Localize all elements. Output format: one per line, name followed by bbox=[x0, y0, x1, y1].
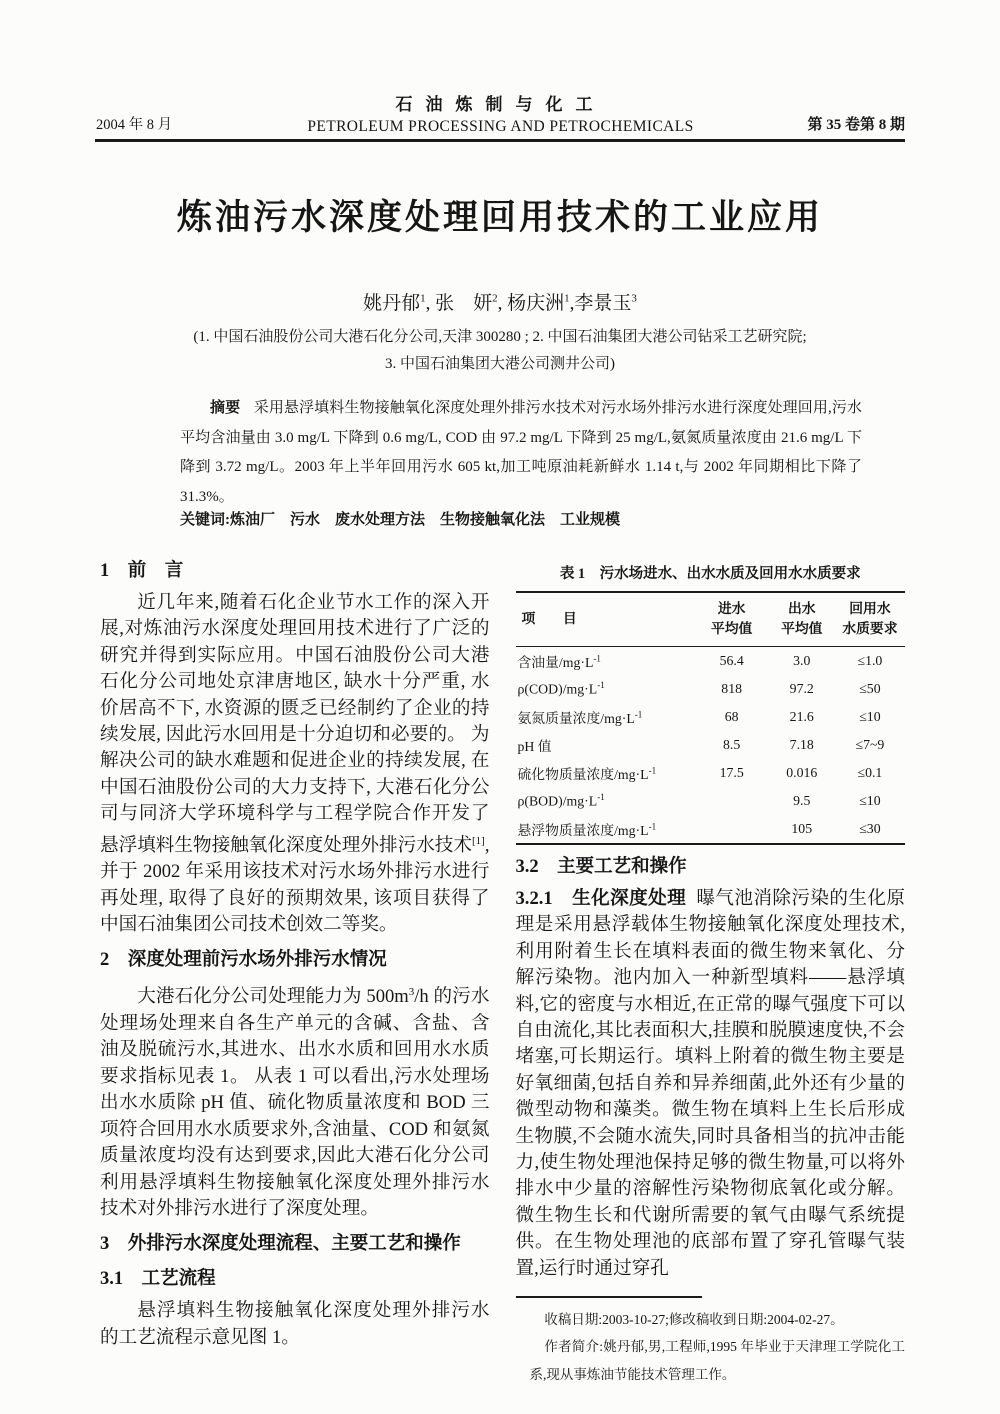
cell-reuse: ≤30 bbox=[859, 821, 881, 836]
section-3-1-paragraph: 悬浮填料生物接触氧化深度处理外排污水的工艺流程示意见图 1。 bbox=[100, 1300, 490, 1348]
cubic-superscript: 3 bbox=[408, 986, 415, 999]
section-1-text: 近几年来,随着石化企业节水工作的深入开展,对炼油污水深度处理回用技术进行了广泛的研究并得到实际应用。中国石油股份公司大港石化分公司地处京津唐地区, 缺水十分严重, 水价居高不下, 水资源的匮乏已经制约了企业的持续发展, 因此污水回用是十分迫切和必要的。 为解决公司的缺水难题和促进企业的持续发展, 在中国石油股份公司的大力支持下, 大港石化分公司与同济大学环境科学与工程学院合作开发了悬浮填料生物接触氧化深度处理外排污水技术 bbox=[100, 592, 490, 856]
table-row bbox=[516, 759, 906, 787]
column-header-reuse-line2: 水质要求 bbox=[842, 621, 898, 636]
item-text: 硫化物质量浓度/mg·L bbox=[517, 767, 649, 782]
cell-outlet: 9.5 bbox=[793, 793, 811, 808]
table-row bbox=[516, 815, 906, 844]
unit-superscript: -1 bbox=[634, 709, 643, 720]
cell-outlet: 3.0 bbox=[793, 653, 811, 668]
run-in-heading-3-2-1: 3.2.1 生化深度处理 bbox=[515, 888, 687, 909]
section-2-text-cont: /h 的污水处理场处理来自各生产单元的含碱、含盐、含油及脱硫污水,其进水、出水水质和回用水水质要求指标见表 1。 从表 1 可以看出,污水处理场出水水质除 pH 值、硫化物质量浓度和 BOD 三项符合回用水水质要求外,含油量、COD 和氨氮质量浓度均没有达到要求,因此大港石化分公司利用悬浮填料生物接触氧化深度处理外排污水技术对外排污水进行了深度处理。 bbox=[100, 986, 490, 1219]
cell-reuse: ≤1.0 bbox=[857, 653, 883, 668]
section-1-text-cont: , 并于 2002 年采用该技术对污水场外排污水进行再处理, 取得了良好的预期效果, 该项目获得了中国石油集团公司技术创效二等奖。 bbox=[100, 834, 490, 936]
cell-outlet: 105 bbox=[791, 821, 813, 836]
section-heading-3-2: 3.2 主要工艺和操作 bbox=[515, 857, 687, 877]
section-2-text: 大港石化分公司处理能力为 500m bbox=[137, 986, 409, 1008]
header-issue: 第 35 卷第 8 期 bbox=[807, 117, 905, 133]
column-header-inlet-line1: 进水 bbox=[717, 601, 746, 616]
row-item-label bbox=[516, 815, 695, 844]
column-header-inlet bbox=[695, 592, 769, 647]
section-heading-2: 2 深度处理前污水场外排污水情况 bbox=[100, 950, 387, 971]
footnote-rule bbox=[516, 1296, 702, 1298]
abstract-label: 摘要 bbox=[210, 400, 241, 416]
cell-inlet bbox=[695, 787, 769, 815]
author-name: ,李景玉 bbox=[569, 293, 632, 314]
cell-outlet: 21.6 bbox=[789, 709, 814, 724]
column-header-outlet-line1: 出水 bbox=[787, 601, 816, 616]
cell-reuse: ≤10 bbox=[859, 793, 881, 808]
author-superscript: 2 bbox=[492, 292, 498, 305]
unit-superscript: -1 bbox=[597, 792, 605, 803]
column-header-reuse-line1: 回用水 bbox=[849, 601, 891, 616]
citation-superscript: [1] bbox=[472, 834, 485, 847]
cell-inlet bbox=[695, 815, 769, 844]
column-header-inlet-line2: 平均值 bbox=[710, 621, 753, 636]
author-name: , 杨庆洲 bbox=[497, 293, 565, 314]
table-row bbox=[516, 675, 906, 703]
unit-superscript: -1 bbox=[648, 821, 657, 832]
footnote-received-date: 收稿日期:2003-10-27;修改稿收到日期:2004-02-27。 bbox=[544, 1311, 844, 1327]
section-3-2-1-paragraph bbox=[516, 886, 906, 1282]
table-row bbox=[516, 703, 906, 731]
affiliation-line-2: 3. 中国石油集团大港公司测井公司) bbox=[385, 356, 615, 372]
cell-reuse: ≤50 bbox=[859, 681, 881, 696]
journal-title-cn: 石油炼制与化工 bbox=[395, 95, 606, 114]
section-3-2-1-text: 曝气池消除污染的生化原理是采用悬浮载体生物接触氧化深度处理技术,利用附着生长在填料表面的微生物来氧化、分解污染物。池内加入一种新型填料——悬浮填料,它的密度与水相近,在正常的曝气强度下可以自由流化,其比表面积大,挂膜和脱膜速度快,不会堵塞,可长期运行。填料上附着的微生物主要是好氧细菌,包括自养和异养细菌,此外还有少量的微型动物和藻类。微生物在填料上生长后形成生物膜,不会随水流失,同时具备相当的抗冲击能力,使生物处理池保持足够的微生物量,可以将外排水中少量的溶解性污染物彻底氧化或分解。微生物生长和代谢所需要的氧气由曝气系统提供。在生物处理池的底部布置了穿孔管曝气装置,运行时通过穿孔 bbox=[515, 888, 905, 1279]
cell-outlet: 0.016 bbox=[786, 765, 818, 780]
journal-header bbox=[96, 90, 905, 136]
footnote-block bbox=[516, 1306, 906, 1389]
affiliation-line-1: (1. 中国石油股份公司大港石化分公司,天津 300280 ; 2. 中国石油集团大港公司钻采工艺研究院; bbox=[193, 329, 807, 345]
section-2-paragraph bbox=[100, 979, 490, 1222]
table-row bbox=[516, 787, 906, 815]
section-1-paragraph bbox=[100, 590, 490, 938]
journal-title-en: PETROLEUM PROCESSING AND PETROCHEMICALS bbox=[307, 118, 694, 135]
unit-superscript: -1 bbox=[593, 653, 601, 664]
item-text: pH 值 bbox=[517, 739, 552, 754]
column-header-outlet-line2: 平均值 bbox=[781, 621, 823, 636]
author-superscript: 1 bbox=[420, 292, 426, 305]
table-header-row bbox=[516, 592, 906, 647]
affiliations bbox=[0, 324, 1000, 378]
article-title: 炼油污水深度处理回用技术的工业应用 bbox=[176, 198, 823, 237]
section-heading-3: 3 外排污水深度处理流程、主要工艺和操作 bbox=[100, 1234, 461, 1255]
keywords-line: 关键词:炼油厂 污水 废水处理方法 生物接触氧化法 工业规模 bbox=[180, 512, 620, 528]
author-name: 姚丹郁 bbox=[363, 293, 421, 314]
left-column bbox=[100, 558, 490, 1388]
cell-inlet: 56.4 bbox=[719, 653, 744, 668]
cell-reuse: ≤0.1 bbox=[857, 765, 883, 780]
author-superscript: 1 bbox=[564, 292, 570, 305]
author-name: , 张 妍 bbox=[425, 293, 493, 314]
item-text: ρ(COD)/mg·L bbox=[517, 681, 598, 697]
author-superscript: 3 bbox=[631, 292, 637, 305]
section-heading-3-1: 3.1 工艺流程 bbox=[100, 1269, 216, 1290]
column-header-item: 项 目 bbox=[516, 592, 695, 647]
cell-inlet: 8.5 bbox=[723, 737, 741, 752]
section-heading-1: 1 前 言 bbox=[100, 561, 184, 581]
cell-reuse: ≤10 bbox=[859, 709, 881, 724]
row-item-label bbox=[516, 703, 695, 731]
item-text: 悬浮物质量浓度/mg·L bbox=[517, 823, 649, 838]
row-item-label bbox=[516, 647, 695, 676]
cell-inlet: 818 bbox=[721, 681, 742, 696]
row-item-label bbox=[516, 759, 695, 787]
table-row bbox=[516, 731, 906, 759]
unit-superscript: -1 bbox=[648, 765, 657, 776]
cell-outlet: 97.2 bbox=[789, 681, 814, 696]
item-text: 含油量/mg·L bbox=[517, 655, 594, 670]
cell-inlet: 17.5 bbox=[719, 765, 744, 780]
item-text: ρ(BOD)/mg·L bbox=[517, 793, 598, 809]
cell-reuse: ≤7~9 bbox=[855, 737, 885, 752]
cell-outlet: 7.18 bbox=[789, 737, 814, 752]
abstract-text: 采用悬浮填料生物接触氧化深度处理外排污水技术对污水场外排污水进行深度处理回用,污水平均含油量由 3.0 mg/L 下降到 0.6 mg/L, COD 由 97.2 mg/L 下降到 25 mg/L,氨氮质量浓度由 21.6 mg/L 下降到 3.72 mg/L。2003 年上半年回用污水 605 kt,加工吨原油耗新鲜水 1.14 t,与 2002 年同期相比下降了 31.3%。 bbox=[180, 400, 862, 505]
item-text: 氨氮质量浓度/mg·L bbox=[517, 711, 635, 726]
footnote-author-bio: 作者简介:姚丹郁,男,工程师,1995 年毕业于天津理工学院化工系,现从事炼油节能技术管理工作。 bbox=[529, 1339, 905, 1382]
right-column bbox=[516, 558, 906, 1388]
table-1-caption: 表 1 污水场进水、出水水质及回用水水质要求 bbox=[559, 566, 861, 582]
column-header-reuse bbox=[835, 592, 905, 647]
table-row bbox=[516, 647, 906, 676]
journal-title-block bbox=[256, 90, 745, 136]
header-rule bbox=[95, 139, 905, 142]
unit-superscript: -1 bbox=[597, 680, 605, 691]
row-item-label bbox=[516, 675, 695, 703]
row-item-label bbox=[516, 731, 695, 759]
table-1 bbox=[516, 591, 906, 845]
authors-line bbox=[0, 288, 1000, 315]
abstract-block bbox=[180, 394, 862, 512]
header-date: 2004 年 8 月 bbox=[96, 117, 173, 133]
row-item-label bbox=[516, 787, 695, 815]
column-header-outlet bbox=[769, 592, 835, 647]
cell-inlet: 68 bbox=[724, 709, 739, 724]
article-body bbox=[100, 558, 905, 1388]
